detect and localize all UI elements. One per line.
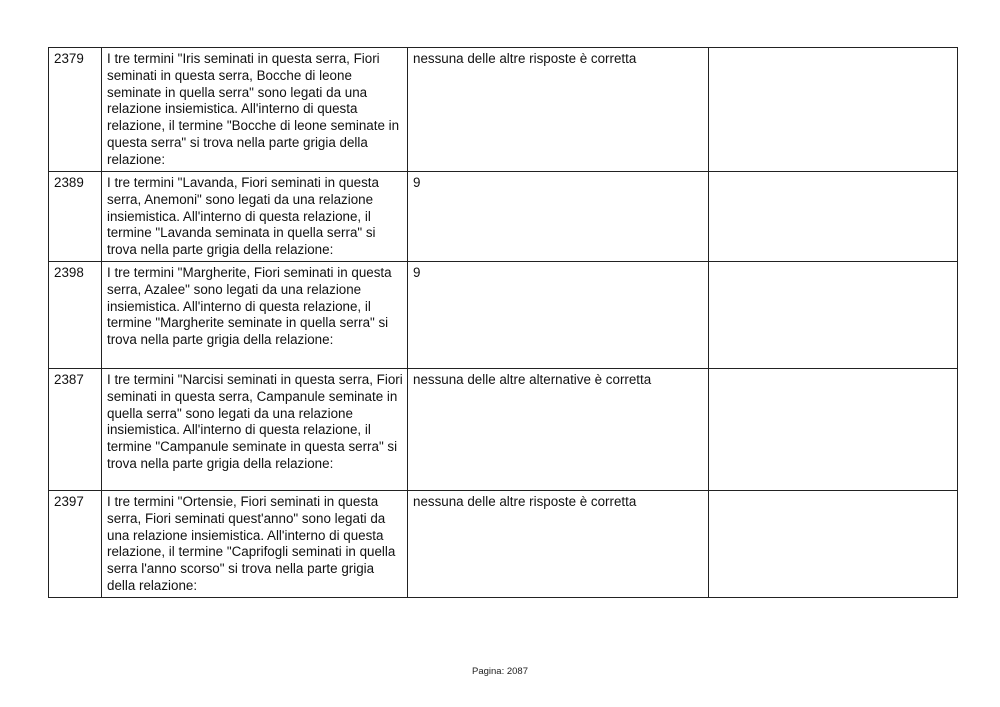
answer-text: nessuna delle altre risposte è corretta [408, 48, 709, 172]
table-row [49, 261, 958, 368]
question-text: I tre termini "Iris seminati in questa serra, Fiori seminati in questa serra, Bocche di leone seminate in quella serra" sono legati da una relazione insiemistica. All'interno di questa relazione, il termine "Bocche di leone seminate in questa serra" si trova nella parte grigia della relazione: [102, 48, 408, 172]
empty-cell [709, 261, 958, 368]
question-id: 2397 [49, 490, 102, 597]
empty-cell [709, 172, 958, 262]
question-text: I tre termini "Lavanda, Fiori seminati in questa serra, Anemoni" sono legati da una relazione insiemistica. All'interno di questa relazione, il termine "Lavanda seminata in quella serra" si trova nella parte grigia della relazione: [102, 172, 408, 262]
table-row [49, 172, 958, 262]
table-row [49, 48, 958, 172]
question-text: I tre termini "Narcisi seminati in questa serra, Fiori seminati in questa serra, Campanule seminate in quella serra" sono legati da una relazione insiemistica. All'interno di questa relazione, il termine "Campanule seminate in questa serra" si trova nella parte grigia della relazione: [102, 368, 408, 490]
answer-text: nessuna delle altre risposte è corretta [408, 490, 709, 597]
question-id: 2379 [49, 48, 102, 172]
question-id: 2398 [49, 261, 102, 368]
answer-text: nessuna delle altre alternative è corretta [408, 368, 709, 490]
page-number: Pagina: 2087 [472, 666, 528, 677]
table-row [49, 490, 958, 597]
question-id: 2389 [49, 172, 102, 262]
answer-text: 9 [408, 261, 709, 368]
empty-cell [709, 490, 958, 597]
empty-cell [709, 368, 958, 490]
question-text: I tre termini "Margherite, Fiori seminati in questa serra, Azalee" sono legati da una relazione insiemistica. All'interno di questa relazione, il termine "Margherite seminate in quella serra" si trova nella parte grigia della relazione: [102, 261, 408, 368]
questions-table [48, 47, 958, 598]
question-text: I tre termini "Ortensie, Fiori seminati in questa serra, Fiori seminati quest'anno" sono legati da una relazione insiemistica. All'interno di questa relazione, il termine "Caprifogli seminati in quella serra l'anno scorso" si trova nella parte grigia della relazione: [102, 490, 408, 597]
empty-cell [709, 48, 958, 172]
question-id: 2387 [49, 368, 102, 490]
answer-text: 9 [408, 172, 709, 262]
table-row [49, 368, 958, 490]
